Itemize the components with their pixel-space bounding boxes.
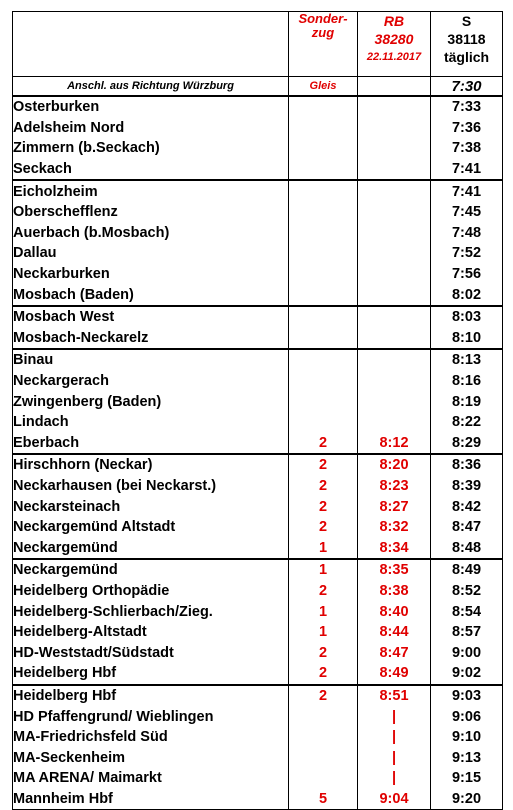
s-time-cell: 9:20 — [431, 789, 503, 810]
rb-time-cell — [358, 243, 431, 264]
station-row — [13, 601, 503, 622]
gleis-cell — [289, 328, 358, 350]
station-name: MA-Seckenheim — [13, 747, 289, 768]
gleis-cell: 2 — [289, 476, 358, 497]
gleis-cell — [289, 371, 358, 392]
rb-header — [358, 12, 431, 77]
s-time-cell: 7:33 — [431, 96, 503, 118]
s-header-type: S — [461, 13, 472, 29]
gleis-cell — [289, 243, 358, 264]
s-time-cell: 8:13 — [431, 349, 503, 371]
station-name: Neckarsteinach — [13, 496, 289, 517]
gleis-cell: 1 — [289, 559, 358, 581]
gleis-cell: 2 — [289, 663, 358, 685]
s-time-cell: 9:10 — [431, 727, 503, 748]
sonderzug-header-line1: Sonder- — [298, 11, 348, 26]
station-name: Heidelberg Hbf — [13, 685, 289, 707]
s-time-cell: 7:56 — [431, 264, 503, 285]
rb-time-cell — [358, 306, 431, 328]
gleis-cell: 1 — [289, 622, 358, 643]
gleis-cell — [289, 727, 358, 748]
s-time-cell: 8:29 — [431, 433, 503, 455]
rb-time-cell: 9:04 — [358, 789, 431, 810]
station-name: Binau — [13, 349, 289, 371]
rb-time-cell — [358, 96, 431, 118]
station-row — [13, 622, 503, 643]
station-name: Oberschefflenz — [13, 202, 289, 223]
gleis-cell — [289, 706, 358, 727]
gleis-cell — [289, 223, 358, 244]
rb-time-cell: 8:27 — [358, 496, 431, 517]
gleis-cell — [289, 118, 358, 139]
station-name: Zimmern (b.Seckach) — [13, 138, 289, 159]
station-row — [13, 306, 503, 328]
s-header-days: täglich — [443, 49, 490, 65]
rb-header-number: 38280 — [374, 31, 414, 47]
rb-time-cell: | — [358, 768, 431, 789]
rb-time-cell: 8:23 — [358, 476, 431, 497]
station-row — [13, 118, 503, 139]
s-time-cell: 8:19 — [431, 391, 503, 412]
s-time-cell: 8:57 — [431, 622, 503, 643]
station-name: Hirschhorn (Neckar) — [13, 454, 289, 476]
station-row — [13, 159, 503, 181]
station-name: Auerbach (b.Mosbach) — [13, 223, 289, 244]
s-time-cell: 8:03 — [431, 306, 503, 328]
rb-time-cell — [358, 118, 431, 139]
rb-time-cell — [358, 284, 431, 306]
gleis-cell — [289, 264, 358, 285]
station-name: Neckargemünd — [13, 559, 289, 581]
s-time-cell: 8:39 — [431, 476, 503, 497]
station-name: Heidelberg Orthopädie — [13, 581, 289, 602]
station-row — [13, 476, 503, 497]
rb-time-cell — [358, 159, 431, 181]
station-row — [13, 642, 503, 663]
station-name: Neckargerach — [13, 371, 289, 392]
station-row — [13, 264, 503, 285]
s-time-cell: 8:49 — [431, 559, 503, 581]
gleis-cell — [289, 768, 358, 789]
s-header — [431, 12, 503, 77]
gleis-cell: 2 — [289, 642, 358, 663]
station-row — [13, 581, 503, 602]
station-name: MA-Friedrichsfeld Süd — [13, 727, 289, 748]
station-row — [13, 517, 503, 538]
station-row — [13, 243, 503, 264]
station-row — [13, 747, 503, 768]
rb-time-cell — [358, 138, 431, 159]
rb-time-cell — [358, 264, 431, 285]
s-time-cell: 9:00 — [431, 642, 503, 663]
gleis-cell: 2 — [289, 433, 358, 455]
gleis-cell — [289, 391, 358, 412]
station-row — [13, 223, 503, 244]
rb-time-cell — [358, 371, 431, 392]
rb-time-cell — [358, 223, 431, 244]
s-time-cell: 9:02 — [431, 663, 503, 685]
timetable — [12, 11, 503, 810]
sonderzug-header-line2: zug — [311, 25, 335, 40]
station-name: MA ARENA/ Maimarkt — [13, 768, 289, 789]
gleis-cell — [289, 138, 358, 159]
gleis-cell: 1 — [289, 537, 358, 559]
gleis-cell — [289, 96, 358, 118]
station-row — [13, 685, 503, 707]
s-time-cell: 9:03 — [431, 685, 503, 707]
station-row — [13, 328, 503, 350]
station-name: Adelsheim Nord — [13, 118, 289, 139]
station-name: Dallau — [13, 243, 289, 264]
s-header-number: 38118 — [447, 31, 486, 47]
station-name: Heidelberg-Schlierbach/Zieg. — [13, 601, 289, 622]
station-name: Neckarhausen (bei Neckarst.) — [13, 476, 289, 497]
station-name: Mannheim Hbf — [13, 789, 289, 810]
connection-label: Anschl. aus Richtung Würzburg — [13, 77, 289, 97]
rb-time-cell — [358, 391, 431, 412]
s-time-cell: 9:13 — [431, 747, 503, 768]
station-name: Mosbach (Baden) — [13, 284, 289, 306]
gleis-cell — [289, 202, 358, 223]
s-time-cell: 7:41 — [431, 180, 503, 202]
station-name: Neckargemünd — [13, 537, 289, 559]
station-row — [13, 284, 503, 306]
gleis-cell — [289, 747, 358, 768]
station-name: Zwingenberg (Baden) — [13, 391, 289, 412]
connection-s-time: 7:30 — [431, 77, 503, 97]
gleis-cell: 5 — [289, 789, 358, 810]
station-row — [13, 454, 503, 476]
station-row — [13, 537, 503, 559]
connection-rb-cell — [358, 77, 431, 97]
s-time-cell: 8:42 — [431, 496, 503, 517]
station-name: Mosbach-Neckarelz — [13, 328, 289, 350]
station-name: Neckargemünd Altstadt — [13, 517, 289, 538]
gleis-cell: 2 — [289, 517, 358, 538]
sonderzug-header — [289, 12, 358, 77]
s-time-cell: 7:48 — [431, 223, 503, 244]
station-row — [13, 412, 503, 433]
station-name: HD Pfaffengrund/ Wieblingen — [13, 706, 289, 727]
header-empty-cell — [13, 12, 289, 77]
station-row — [13, 768, 503, 789]
station-name: HD-Weststadt/Südstadt — [13, 642, 289, 663]
rb-header-date: 22.11.2017 — [366, 51, 422, 63]
gleis-cell — [289, 306, 358, 328]
s-time-cell: 8:47 — [431, 517, 503, 538]
station-name: Heidelberg-Altstadt — [13, 622, 289, 643]
s-time-cell: 7:36 — [431, 118, 503, 139]
station-row — [13, 96, 503, 118]
station-row — [13, 349, 503, 371]
station-name: Osterburken — [13, 96, 289, 118]
header-row — [13, 12, 503, 77]
rb-time-cell — [358, 412, 431, 433]
rb-time-cell: 8:34 — [358, 537, 431, 559]
rb-time-cell: 8:38 — [358, 581, 431, 602]
connection-row — [13, 77, 503, 97]
s-time-cell: 7:41 — [431, 159, 503, 181]
rb-time-cell — [358, 202, 431, 223]
station-row — [13, 706, 503, 727]
station-name: Neckarburken — [13, 264, 289, 285]
rb-time-cell: 8:32 — [358, 517, 431, 538]
station-row — [13, 789, 503, 810]
s-time-cell: 8:16 — [431, 371, 503, 392]
station-row — [13, 202, 503, 223]
rb-header-type: RB — [383, 13, 405, 29]
station-name: Seckach — [13, 159, 289, 181]
rb-time-cell: 8:40 — [358, 601, 431, 622]
rb-time-cell: 8:12 — [358, 433, 431, 455]
s-time-cell: 7:45 — [431, 202, 503, 223]
gleis-cell: 2 — [289, 496, 358, 517]
station-name: Eicholzheim — [13, 180, 289, 202]
s-time-cell: 8:48 — [431, 537, 503, 559]
gleis-cell — [289, 412, 358, 433]
rb-time-cell — [358, 180, 431, 202]
station-row — [13, 371, 503, 392]
gleis-cell: 1 — [289, 601, 358, 622]
s-time-cell: 8:36 — [431, 454, 503, 476]
station-row — [13, 663, 503, 685]
s-time-cell: 9:15 — [431, 768, 503, 789]
s-time-cell: 8:22 — [431, 412, 503, 433]
s-time-cell: 8:52 — [431, 581, 503, 602]
rb-time-cell: | — [358, 706, 431, 727]
station-name: Heidelberg Hbf — [13, 663, 289, 685]
station-row — [13, 180, 503, 202]
gleis-cell — [289, 349, 358, 371]
gleis-cell — [289, 159, 358, 181]
gleis-label: Gleis — [289, 77, 358, 97]
s-time-cell: 7:38 — [431, 138, 503, 159]
rb-time-cell: 8:20 — [358, 454, 431, 476]
rb-time-cell: 8:44 — [358, 622, 431, 643]
gleis-cell: 2 — [289, 454, 358, 476]
station-name: Mosbach West — [13, 306, 289, 328]
rb-time-cell: | — [358, 747, 431, 768]
gleis-cell: 2 — [289, 581, 358, 602]
s-time-cell: 8:54 — [431, 601, 503, 622]
station-name: Eberbach — [13, 433, 289, 455]
s-time-cell: 8:10 — [431, 328, 503, 350]
s-time-cell: 9:06 — [431, 706, 503, 727]
station-row — [13, 391, 503, 412]
rb-time-cell — [358, 328, 431, 350]
station-row — [13, 559, 503, 581]
rb-time-cell: 8:51 — [358, 685, 431, 707]
s-time-cell: 8:02 — [431, 284, 503, 306]
station-row — [13, 433, 503, 455]
s-time-cell: 7:52 — [431, 243, 503, 264]
rb-time-cell: 8:47 — [358, 642, 431, 663]
station-row — [13, 138, 503, 159]
rb-time-cell: 8:49 — [358, 663, 431, 685]
gleis-cell — [289, 180, 358, 202]
rb-time-cell: 8:35 — [358, 559, 431, 581]
gleis-cell — [289, 284, 358, 306]
gleis-cell: 2 — [289, 685, 358, 707]
station-row — [13, 727, 503, 748]
station-row — [13, 496, 503, 517]
rb-time-cell — [358, 349, 431, 371]
station-name: Lindach — [13, 412, 289, 433]
rb-time-cell: | — [358, 727, 431, 748]
